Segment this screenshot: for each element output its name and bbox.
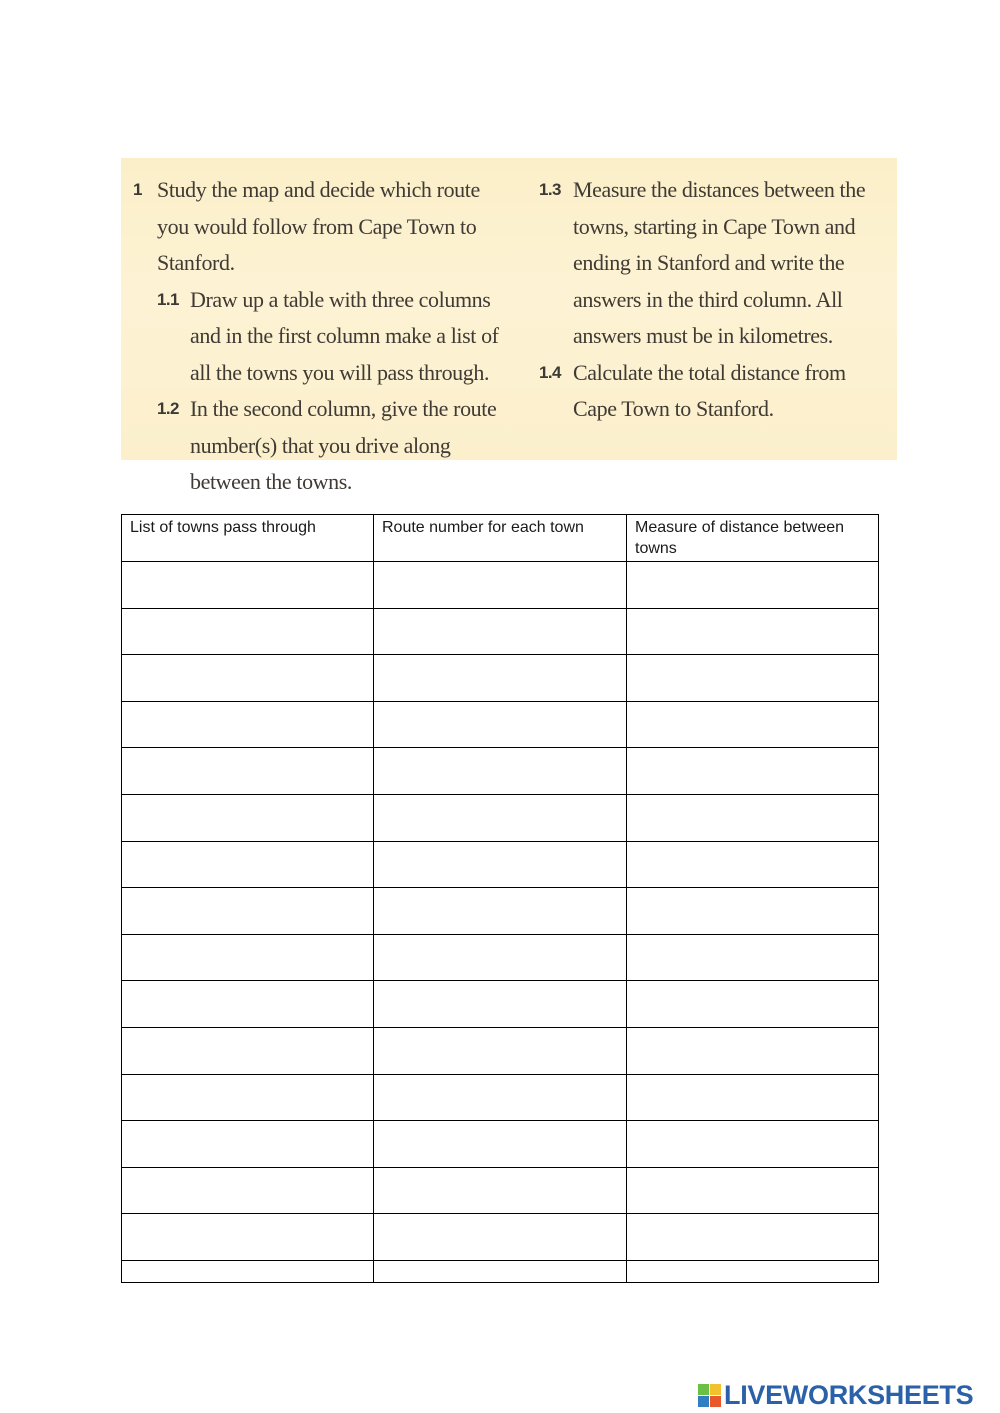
table-row: [122, 1027, 879, 1074]
table-cell[interactable]: [122, 748, 374, 795]
question-number: 1.1: [157, 289, 179, 309]
table-cell[interactable]: [122, 794, 374, 841]
answer-input[interactable]: [130, 611, 365, 653]
answer-input[interactable]: [382, 564, 618, 606]
answer-input[interactable]: [382, 797, 618, 839]
table-cell[interactable]: [122, 1121, 374, 1168]
answer-input[interactable]: [635, 844, 870, 886]
answer-input[interactable]: [382, 983, 618, 1025]
table-row: [122, 981, 879, 1028]
question-number: 1: [133, 180, 142, 199]
answer-input[interactable]: [382, 937, 618, 979]
table-cell[interactable]: [627, 888, 879, 935]
table-row: [122, 888, 879, 935]
answer-input[interactable]: [382, 1216, 618, 1258]
answer-input[interactable]: [382, 1170, 618, 1212]
answer-input[interactable]: [635, 611, 870, 653]
table-cell[interactable]: [374, 981, 627, 1028]
table-cell[interactable]: [627, 1214, 879, 1261]
table-cell[interactable]: [122, 655, 374, 702]
table-row: [122, 841, 879, 888]
question-number: 1.2: [157, 399, 179, 418]
answer-input[interactable]: [130, 1170, 365, 1212]
table-cell[interactable]: [122, 1167, 374, 1214]
table-row: [122, 701, 879, 748]
brand-name: LIVEWORKSHEETS: [724, 1379, 974, 1410]
question-text: Measure the distances between the towns, starting in Cape Town and ending in Stanford and write the answers in the third column. All answers must be in kilometres.: [573, 177, 866, 348]
table-cell[interactable]: [374, 562, 627, 609]
table-cell[interactable]: [374, 841, 627, 888]
answer-input[interactable]: [382, 704, 618, 746]
answer-input[interactable]: [130, 1123, 365, 1165]
question-text: In the second column, give the route number(s) that you drive along between the towns.: [190, 396, 497, 494]
answer-input[interactable]: [130, 1077, 365, 1119]
table-cell[interactable]: [374, 701, 627, 748]
answer-input[interactable]: [130, 890, 365, 932]
table-cell[interactable]: [627, 794, 879, 841]
table-cell[interactable]: [374, 608, 627, 655]
question-1-4: [539, 355, 889, 428]
table-row: [122, 1121, 879, 1168]
answer-input[interactable]: [635, 1261, 870, 1282]
table-cell[interactable]: [627, 562, 879, 609]
answer-input[interactable]: [382, 750, 618, 792]
answer-input[interactable]: [130, 937, 365, 979]
table-header-row: [122, 515, 879, 562]
table-cell[interactable]: [374, 934, 627, 981]
question-1: [133, 172, 513, 282]
answer-input[interactable]: [130, 983, 365, 1025]
answer-input[interactable]: [635, 1170, 870, 1212]
answer-input[interactable]: [635, 1030, 870, 1072]
answer-input[interactable]: [382, 844, 618, 886]
table-cell[interactable]: [122, 981, 374, 1028]
table-row: [122, 608, 879, 655]
table-cell[interactable]: [627, 841, 879, 888]
table-row: [122, 934, 879, 981]
table-cell[interactable]: [374, 748, 627, 795]
table-row: [122, 655, 879, 702]
answer-input[interactable]: [382, 1123, 618, 1165]
table-cell[interactable]: [374, 1027, 627, 1074]
table-row: [122, 1167, 879, 1214]
table-row: [122, 1214, 879, 1261]
answer-input[interactable]: [382, 611, 618, 653]
table-cell[interactable]: [122, 1074, 374, 1121]
table-cell[interactable]: [122, 1027, 374, 1074]
answer-input[interactable]: [635, 564, 870, 606]
answer-input[interactable]: [130, 1216, 365, 1258]
answer-input[interactable]: [130, 704, 365, 746]
table-row: [122, 1260, 879, 1282]
table-cell[interactable]: [627, 1167, 879, 1214]
instruction-box: [121, 158, 897, 494]
question-text: Calculate the total distance from Cape Town to Stanford.: [573, 359, 846, 421]
question-1-3: [539, 172, 889, 355]
table-cell[interactable]: [627, 981, 879, 1028]
brand-footer: [698, 1380, 973, 1410]
answer-input[interactable]: [635, 750, 870, 792]
answer-input[interactable]: [635, 890, 870, 932]
answer-input[interactable]: [382, 1077, 618, 1119]
table-row: [122, 562, 879, 609]
instructions-right-column: [539, 172, 889, 428]
table-cell[interactable]: [627, 1074, 879, 1121]
answer-input[interactable]: [382, 1030, 618, 1072]
header-distance: Measure of distance between towns: [627, 515, 879, 562]
answer-input[interactable]: [130, 1261, 365, 1282]
answer-input[interactable]: [382, 657, 618, 699]
answer-input[interactable]: [382, 1261, 618, 1282]
table-cell[interactable]: [374, 1260, 627, 1282]
table-cell[interactable]: [374, 794, 627, 841]
answer-input[interactable]: [635, 1216, 870, 1258]
table-cell[interactable]: [374, 655, 627, 702]
answer-table: [121, 514, 879, 1283]
table-cell[interactable]: [374, 1121, 627, 1168]
instructions-left-column: [133, 172, 513, 501]
answer-input[interactable]: [130, 657, 365, 699]
table-cell[interactable]: [627, 748, 879, 795]
table-cell[interactable]: [122, 1260, 374, 1282]
answer-input[interactable]: [130, 750, 365, 792]
table-row: [122, 1074, 879, 1121]
question-number: 1.3: [539, 180, 561, 199]
question-number: 1.4: [539, 362, 561, 382]
table-cell[interactable]: [122, 1214, 374, 1261]
table-cell[interactable]: [374, 888, 627, 935]
answer-input[interactable]: [635, 1077, 870, 1119]
table-cell[interactable]: [122, 701, 374, 748]
table-cell[interactable]: [627, 608, 879, 655]
table-cell[interactable]: [374, 1074, 627, 1121]
table-cell[interactable]: [627, 1260, 879, 1282]
table-cell[interactable]: [374, 1167, 627, 1214]
answer-input[interactable]: [635, 983, 870, 1025]
table-cell[interactable]: [122, 608, 374, 655]
answer-input[interactable]: [635, 657, 870, 699]
table-cell[interactable]: [627, 1027, 879, 1074]
answer-input[interactable]: [635, 1123, 870, 1165]
table-cell[interactable]: [122, 934, 374, 981]
table-cell[interactable]: [627, 701, 879, 748]
header-route-number: Route number for each town: [374, 515, 627, 562]
answer-input[interactable]: [635, 704, 870, 746]
table-cell[interactable]: [627, 1121, 879, 1168]
table-cell[interactable]: [122, 562, 374, 609]
answer-input[interactable]: [635, 797, 870, 839]
question-text: Study the map and decide which route you would follow from Cape Town to Stanford.: [157, 177, 480, 275]
answer-input[interactable]: [635, 937, 870, 979]
liveworksheets-logo-icon: [698, 1384, 721, 1407]
table-cell[interactable]: [122, 888, 374, 935]
table-row: [122, 794, 879, 841]
answer-input[interactable]: [130, 844, 365, 886]
table-row: [122, 748, 879, 795]
answer-input[interactable]: [130, 797, 365, 839]
answer-input[interactable]: [130, 1030, 365, 1072]
answer-input[interactable]: [130, 564, 365, 606]
table-cell[interactable]: [627, 655, 879, 702]
question-text: Draw up a table with three columns and in the first column make a list of all the towns you will pass through.: [190, 286, 499, 385]
header-towns: List of towns pass through: [122, 515, 374, 562]
table-body: [122, 562, 879, 1283]
answer-input[interactable]: [382, 890, 618, 932]
table-cell[interactable]: [122, 841, 374, 888]
question-1-1: [133, 282, 513, 392]
table-cell[interactable]: [374, 1214, 627, 1261]
question-1-2: [133, 391, 513, 501]
table-cell[interactable]: [627, 934, 879, 981]
